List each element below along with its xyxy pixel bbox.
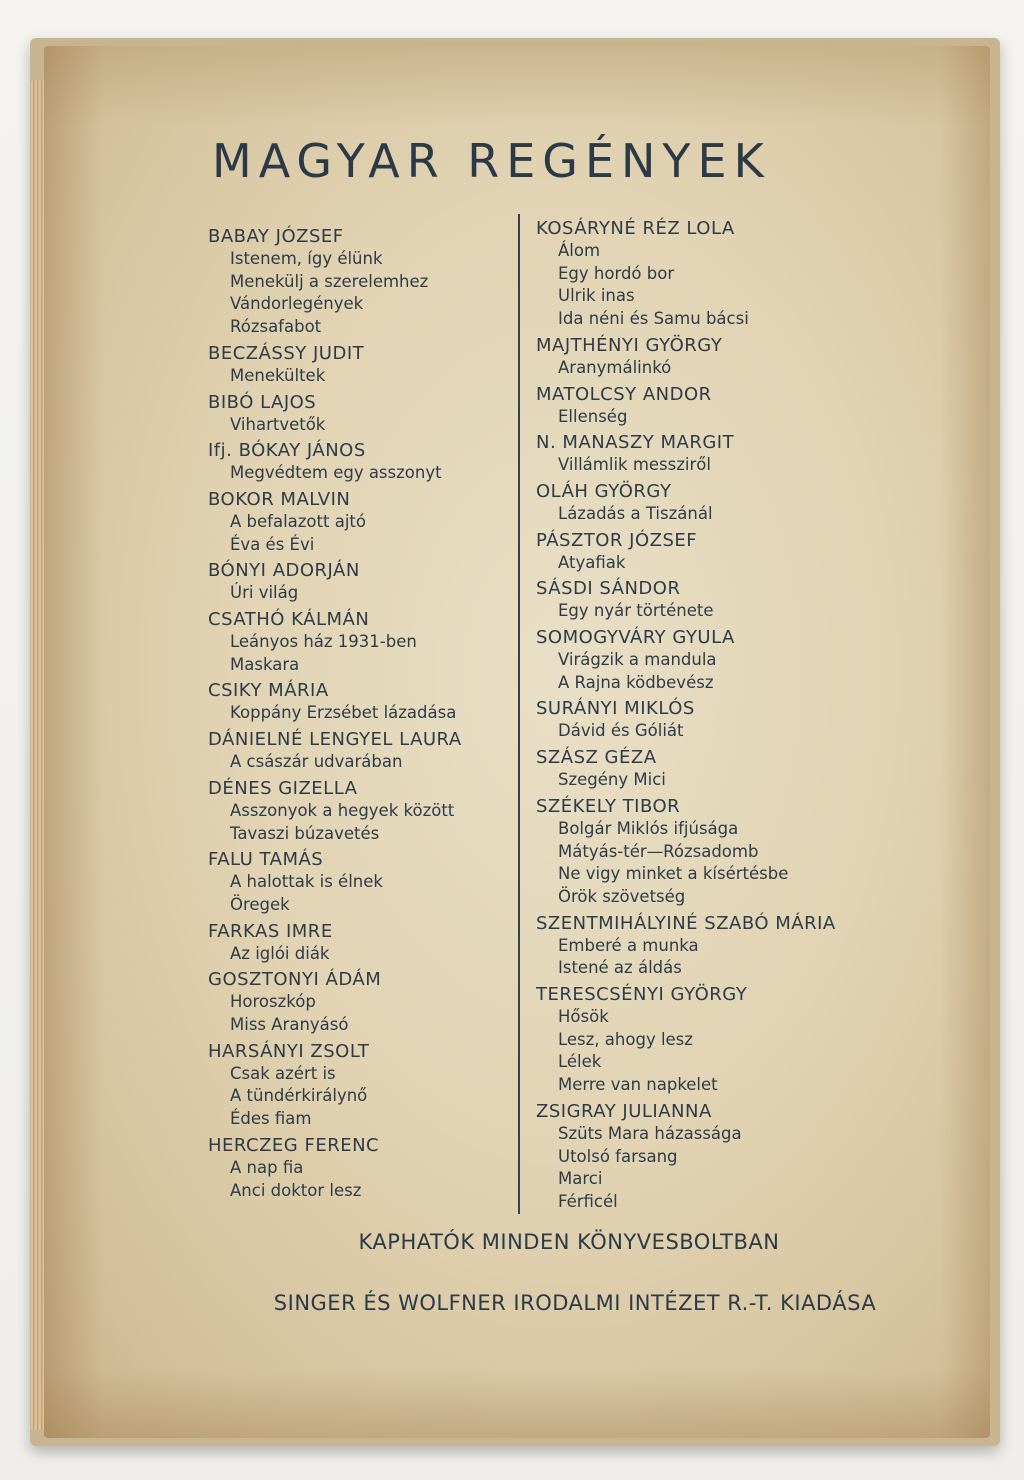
author-name: TERESCSÉNYI GYÖRGY bbox=[536, 984, 748, 1006]
author-name: Ifj. BÓKAY JÁNOS bbox=[208, 440, 366, 462]
author-name: N. MANASZY MARGIT bbox=[536, 432, 735, 454]
book-title: Lesz, ahogy lesz bbox=[558, 1029, 693, 1049]
book-title: A Rajna ködbevész bbox=[558, 672, 714, 692]
author-name: KOSÁRYNÉ RÉZ LOLA bbox=[536, 218, 735, 239]
author-name: BECZÁSSY JUDIT bbox=[208, 342, 365, 364]
book-title: Öregek bbox=[230, 894, 290, 914]
author-name: HARSÁNYI ZSOLT bbox=[208, 1040, 370, 1062]
author-name: OLÁH GYÖRGY bbox=[536, 480, 672, 502]
book-title: Menekültek bbox=[230, 365, 326, 385]
availability-line: KAPHATÓK MINDEN KÖNYVESBOLTBAN bbox=[358, 1230, 780, 1254]
author-name: FALU TAMÁS bbox=[208, 849, 324, 871]
book-title: Utolsó farsang bbox=[558, 1146, 678, 1166]
author-name: BOKOR MALVIN bbox=[208, 488, 351, 510]
book-title: Úri világ bbox=[230, 583, 299, 603]
author-name: DÁNIELNÉ LENGYEL LAURA bbox=[208, 729, 462, 751]
book-title: Örök szövetség bbox=[558, 886, 686, 906]
book-title: Szegény Mici bbox=[558, 770, 666, 790]
book-title: Férficél bbox=[558, 1191, 618, 1211]
book-title: Virágzik a mandula bbox=[558, 650, 717, 670]
author-name: BABAY JÓZSEF bbox=[208, 226, 344, 247]
book-title: Leányos ház 1931-ben bbox=[230, 632, 417, 652]
author-name: BIBÓ LAJOS bbox=[208, 391, 317, 413]
book-title: Asszonyok a hegyek között bbox=[230, 800, 455, 820]
book-title: Ellenség bbox=[558, 406, 628, 426]
book-title: Rózsafabot bbox=[230, 317, 322, 337]
book-title: Álom bbox=[558, 241, 601, 260]
book-title: Szüts Mara házassága bbox=[558, 1123, 742, 1143]
book-title: Villámlik messziről bbox=[558, 455, 711, 475]
book-title: Ulrik inas bbox=[558, 286, 635, 306]
aging-stain-bottom bbox=[44, 1368, 990, 1438]
book-title: Merre van napkelet bbox=[558, 1075, 718, 1095]
book-title: Mátyás-tér—Rózsadomb bbox=[558, 841, 759, 861]
book-title: Anci doktor lesz bbox=[230, 1180, 362, 1200]
author-name: SZÉKELY TIBOR bbox=[536, 795, 681, 817]
book-title: Egy nyár története bbox=[558, 601, 714, 621]
book-title: Istené az áldás bbox=[558, 958, 682, 978]
author-name: DÉNES GIZELLA bbox=[208, 777, 358, 799]
author-name: CSIKY MÁRIA bbox=[208, 680, 329, 702]
book-title: Istenem, így élünk bbox=[230, 249, 383, 268]
book-title: Marci bbox=[558, 1169, 603, 1189]
author-name: PÁSZTOR JÓZSEF bbox=[536, 529, 698, 551]
book-title: Aranymálinkó bbox=[558, 357, 672, 377]
book-title: Maskara bbox=[230, 654, 300, 674]
book-title: Csak azért is bbox=[230, 1063, 336, 1083]
author-name: SURÁNYI MIKLÓS bbox=[536, 698, 695, 720]
author-name: SZÁSZ GÉZA bbox=[536, 747, 657, 769]
book-title: Az iglói diák bbox=[230, 943, 330, 963]
column-divider bbox=[518, 214, 520, 1214]
book-title: A halottak is élnek bbox=[230, 872, 383, 892]
book-title: Atyafiak bbox=[558, 552, 626, 572]
book-title: A nap fia bbox=[230, 1157, 304, 1177]
left-column bbox=[208, 222, 508, 1202]
book-title: Ida néni és Samu bácsi bbox=[558, 309, 749, 329]
book-title: Megvédtem egy asszonyt bbox=[230, 463, 442, 483]
author-name: MAJTHÉNYI GYÖRGY bbox=[536, 334, 723, 356]
book-title: Lázadás a Tiszánál bbox=[558, 503, 713, 523]
author-name: SZENTMIHÁLYINÉ SZABÓ MÁRIA bbox=[536, 912, 836, 934]
author-name: FARKAS IMRE bbox=[208, 920, 333, 942]
book-title: Ne vigy minket a kísértésbe bbox=[558, 864, 789, 884]
cover-title: MAGYAR REGÉNYEK bbox=[212, 134, 771, 188]
book-title: Emberé a munka bbox=[558, 935, 699, 955]
publisher-line: SINGER ÉS WOLFNER IRODALMI INTÉZET R.-T. KIADÁSA bbox=[273, 1291, 877, 1315]
book-title: Hősök bbox=[558, 1007, 609, 1027]
book-title: A tündérkirálynő bbox=[230, 1086, 368, 1106]
author-name: ZSIGRAY JULIANNA bbox=[536, 1100, 712, 1122]
book-title: Menekülj a szerelemhez bbox=[230, 271, 429, 291]
book-title: Vándorlegények bbox=[230, 294, 364, 314]
book-title: A császár udvarában bbox=[230, 752, 403, 772]
book-title: Lélek bbox=[558, 1052, 602, 1072]
book-title: Tavaszi búzavetés bbox=[230, 823, 380, 843]
book-title: Bolgár Miklós ifjúsága bbox=[558, 818, 739, 838]
author-name: MATOLCSY ANDOR bbox=[536, 383, 712, 405]
book-title: Dávid és Góliát bbox=[558, 721, 684, 741]
book-title: Egy hordó bor bbox=[558, 263, 675, 283]
author-name: CSATHÓ KÁLMÁN bbox=[208, 609, 370, 631]
book-title: Vihartvetők bbox=[230, 414, 326, 434]
author-name: HERCZEG FERENC bbox=[208, 1134, 380, 1156]
aging-stain-left bbox=[44, 46, 104, 1438]
book-title: Miss Aranyásó bbox=[230, 1015, 349, 1035]
book-title: Horoszkóp bbox=[230, 992, 316, 1012]
aging-stain-top bbox=[44, 46, 990, 126]
book-title: A befalazott ajtó bbox=[230, 511, 366, 531]
author-name: BÓNYI ADORJÁN bbox=[208, 560, 360, 582]
book-title: Édes fiam bbox=[230, 1109, 312, 1129]
author-name: GOSZTONYI ÁDÁM bbox=[208, 969, 382, 991]
book-title: Koppány Erzsébet lázadása bbox=[230, 703, 457, 723]
author-name: SÁSDI SÁNDOR bbox=[536, 578, 681, 600]
author-name: SOMOGYVÁRY GYULA bbox=[536, 627, 735, 649]
book-title: Éva és Évi bbox=[230, 534, 315, 554]
right-column bbox=[536, 214, 856, 1214]
back-cover bbox=[44, 46, 990, 1438]
